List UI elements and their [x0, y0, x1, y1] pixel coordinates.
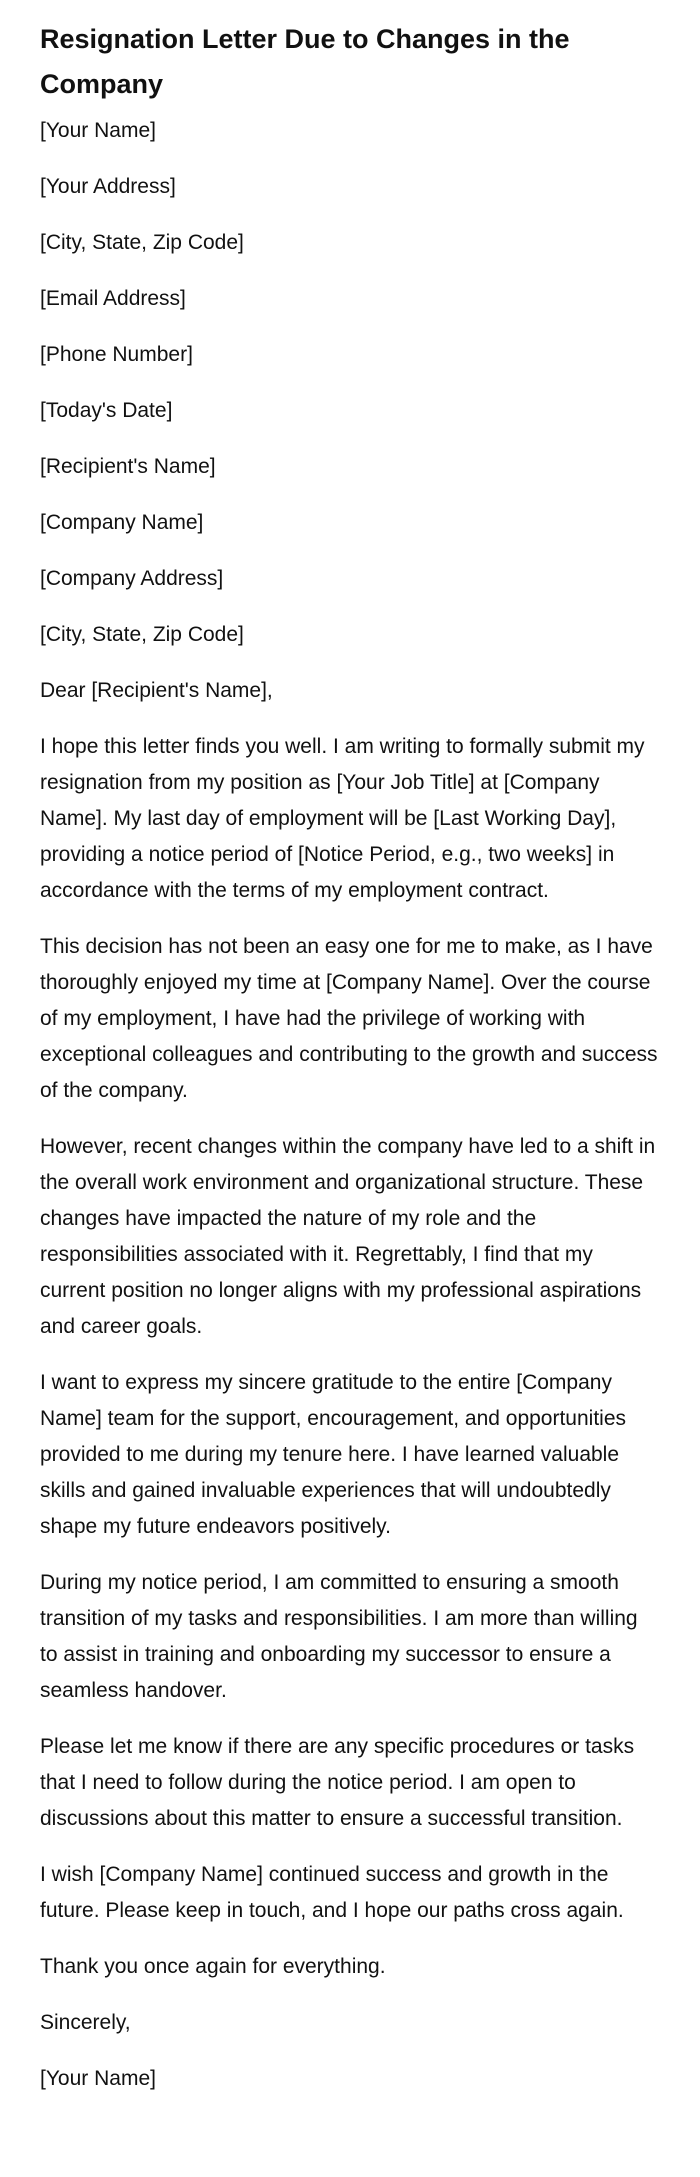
letter-date: [Today's Date] [40, 399, 173, 422]
sender-email: [Email Address] [40, 287, 186, 310]
body-paragraph: During my notice period, I am committed to ensuring a smooth transition of my tasks and responsibilities. I am more than willing to assist in training and onboarding my successor to ensure a seamless handover. [40, 1571, 638, 1702]
body-paragraph: However, recent changes within the company have led to a shift in the overall work environment and organizational structure. These changes have impacted the nature of my role and the responsibilities associated with it. Regrettably, I find that my current position no longer aligns with my professional aspirations and career goals. [40, 1135, 656, 1338]
salutation: Dear [Recipient's Name], [40, 679, 273, 702]
body-paragraph: This decision has not been an easy one for me to make, as I have thoroughly enjoyed my time at [Company Name]. Over the course of my employment, I have had the privilege of working with exceptional colleagues and contributing to the growth and success of the company. [40, 935, 658, 1102]
body-paragraph: Thank you once again for everything. [40, 1955, 386, 1978]
sender-city-state-zip: [City, State, Zip Code] [40, 231, 244, 254]
signature-name: [Your Name] [40, 2067, 156, 2090]
body-paragraph: I want to express my sincere gratitude to the entire [Company Name] team for the support, encouragement, and opportunities provided to me during my tenure here. I have learned valuable skills and gained invaluable experiences that will undoubtedly shape my future endeavors positively. [40, 1371, 627, 1538]
sender-address: [Your Address] [40, 175, 176, 198]
recipient-company: [Company Name] [40, 511, 204, 534]
body-paragraph: I hope this letter finds you well. I am writing to formally submit my resignation from my position as [Your Job Title] at [Company Name]. My last day of employment will be [Last Working Day], providing a notice period of [Notice Period, e.g., two weeks] in accordance with the terms of my employment contract. [40, 735, 645, 902]
body-paragraph: Please let me know if there are any specific procedures or tasks that I need to follow during the notice period. I am open to discussions about this matter to ensure a successful transition. [40, 1735, 635, 1830]
recipient-name: [Recipient's Name] [40, 455, 216, 478]
sender-phone: [Phone Number] [40, 343, 193, 366]
recipient-address: [Company Address] [40, 567, 224, 590]
body-paragraph: I wish [Company Name] continued success and growth in the future. Please keep in touch, and I hope our paths cross again. [40, 1863, 624, 1922]
closing: Sincerely, [40, 2011, 131, 2034]
recipient-city-state-zip: [City, State, Zip Code] [40, 623, 244, 646]
letter-title: Resignation Letter Due to Changes in the Company [40, 24, 570, 99]
sender-name: [Your Name] [40, 119, 156, 142]
